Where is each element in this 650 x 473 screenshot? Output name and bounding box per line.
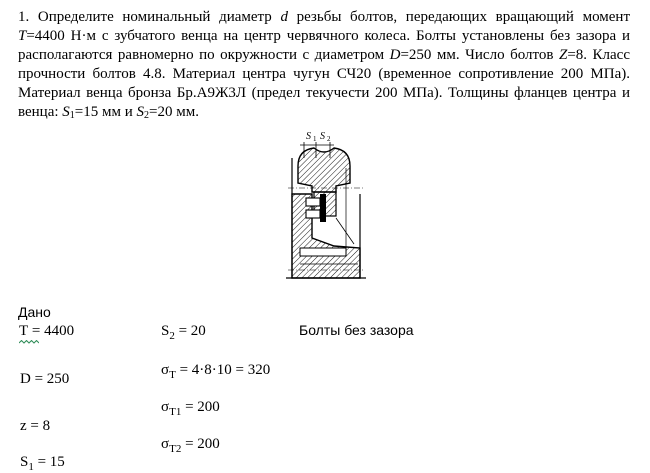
given-S2-value: = 20 <box>178 323 206 339</box>
problem-text-3: =4400 Н·м с зубчатого венца на центр червячного колеса. Болты установлены без зазора и располагаются равномерно по окружности с диаметром <box>18 28 630 63</box>
note-no-clearance: Болты без зазора <box>299 322 414 338</box>
figure-s2-sub: 2 <box>327 135 331 143</box>
given-sigmaT1-sub: T1 <box>169 406 182 418</box>
given-z <box>20 418 50 435</box>
given-sigmaT2 <box>161 436 220 453</box>
var-S2-sub: 2 <box>144 110 150 121</box>
given-S1-sub: 1 <box>28 461 34 473</box>
problem-statement <box>18 8 630 122</box>
given-S2-sub: 2 <box>169 330 175 342</box>
given-sigmaT-value: = 4·8·10 = 320 <box>179 362 271 378</box>
problem-text-7: =20 мм. <box>149 104 199 120</box>
given-D-value: = 250 <box>34 371 70 387</box>
given-sigmaT-symbol: σ <box>161 362 170 378</box>
given-T-symbol: T <box>19 323 28 340</box>
given-D-symbol: D <box>20 371 31 387</box>
var-D: D <box>389 47 401 63</box>
given-S1 <box>20 454 65 471</box>
problem-text-6: =15 мм и <box>74 104 137 120</box>
worm-wheel-drawing <box>276 128 376 283</box>
problem-text-1: Определите номинальный диаметр <box>37 9 281 25</box>
var-T: T <box>18 28 27 44</box>
given-S2-symbol: S <box>161 323 170 339</box>
given-S1-symbol: S <box>20 454 29 470</box>
spellcheck-squiggle-icon <box>19 340 39 346</box>
given-z-symbol: z <box>20 418 27 434</box>
problem-text-2: резьбы болтов, передающих вращающий момент <box>287 9 631 25</box>
figure-s1-sub: 1 <box>313 135 317 143</box>
given-sigmaT2-sub: T2 <box>169 443 182 455</box>
problem-number: 1. <box>18 9 30 25</box>
problem-text-4: =250 мм. Число болтов <box>400 47 559 63</box>
given-S2 <box>161 323 206 340</box>
figure-s1-label: S <box>306 131 311 142</box>
given-heading: Дано <box>18 304 51 320</box>
given-S1-value: = 15 <box>37 454 65 470</box>
given-T <box>19 323 74 340</box>
given-sigmaT1-value: = 200 <box>185 399 220 415</box>
given-D <box>20 371 69 388</box>
var-Z: Z <box>558 47 568 63</box>
var-S1: S <box>62 104 70 120</box>
given-T-value: = 4400 <box>31 323 75 339</box>
given-sigmaT1-symbol: σ <box>161 399 170 415</box>
var-d: d <box>280 9 288 25</box>
var-S1-sub: 1 <box>69 110 75 121</box>
given-sigmaT1 <box>161 399 220 416</box>
given-sigmaT2-symbol: σ <box>161 436 170 452</box>
given-z-value: = 8 <box>30 418 51 434</box>
figure-s2-label: S <box>320 131 325 142</box>
problem-text-5: =8. Класс прочности болтов 4.8. Материал центра чугун СЧ20 (временное сопротивление 200 МПа). Материал венца бронза Бр.А9Ж3Л (предел текучести 200 МПа). Толщины фланцев центра и венца: <box>18 47 630 120</box>
given-sigmaT <box>161 362 270 379</box>
given-sigmaT2-value: = 200 <box>185 436 220 452</box>
var-S2: S <box>136 104 145 120</box>
given-sigmaT-sub: T <box>169 369 176 381</box>
